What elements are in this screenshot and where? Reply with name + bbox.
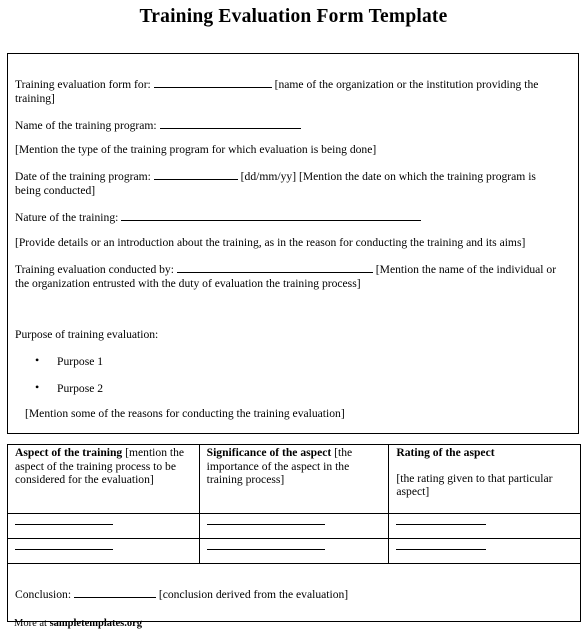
rating-blank[interactable] (396, 543, 486, 550)
program-label: Name of the training program: (15, 119, 157, 132)
purpose-label: Purpose of training evaluation: (15, 328, 159, 341)
page-title: Training Evaluation Form Template (139, 6, 448, 27)
date-format: [dd/mm/yy] (240, 170, 297, 183)
significance-blank[interactable] (207, 518, 325, 525)
footer-prefix: More at (14, 618, 47, 629)
nature-field (15, 210, 421, 225)
significance-head: Significance of the aspect (206, 446, 332, 459)
purpose-note: [Mention some of the reasons for conducting the training evaluation] (25, 407, 345, 420)
conducted-blank[interactable] (177, 262, 373, 273)
conclusion-note: [conclusion derived from the evaluation] (158, 587, 349, 601)
footer (14, 618, 142, 629)
rating-head: Rating of the aspect (396, 446, 495, 459)
date-label: Date of the training program: (15, 170, 151, 183)
date-note: [Mention the date on which the training program is being conducted] (15, 170, 536, 197)
conducted-field (15, 262, 560, 290)
rating-note: [the rating given to that particular aspect] (396, 471, 553, 498)
bullet-icon: • (35, 353, 40, 367)
header-rating (389, 445, 581, 514)
nature-blank[interactable] (121, 210, 421, 221)
table-row (8, 539, 581, 564)
conclusion-label: Conclusion: (15, 587, 72, 601)
evaluation-table (7, 444, 581, 622)
aspect-blank[interactable] (15, 543, 113, 550)
date-blank[interactable] (154, 169, 238, 180)
significance-note: [the importance of the aspect in the training process] (206, 446, 353, 486)
org-label: Training evaluation form for: (15, 78, 151, 91)
program-blank[interactable] (160, 118, 301, 129)
org-note: [name of the organization or the institution providing the training] (15, 78, 539, 105)
rating-blank[interactable] (396, 518, 486, 525)
table-row (8, 514, 581, 539)
header-significance (199, 445, 389, 514)
header-aspect (8, 445, 200, 514)
nature-note: [Provide details or an introduction about the training, as in the reason for conducting the training and its aims] (15, 236, 526, 249)
conducted-label: Training evaluation conducted by: (15, 263, 174, 276)
purpose-item-1: Purpose 1 (57, 355, 104, 368)
significance-blank[interactable] (207, 543, 325, 550)
org-field (15, 77, 560, 105)
date-field (15, 169, 560, 197)
nature-label: Nature of the training: (15, 211, 119, 224)
table-header-row (8, 445, 581, 514)
conducted-note: [Mention the name of the individual or the organization entrusted with the duty of evaluation the training process] (15, 263, 557, 290)
program-field (15, 118, 301, 133)
aspect-head: Aspect of the training (15, 446, 123, 459)
aspect-note: [mention the aspect of the training process to be considered for the evaluation] (15, 446, 185, 486)
purpose-item-2: Purpose 2 (57, 382, 104, 395)
conclusion-row (8, 564, 581, 622)
footer-link[interactable]: sampletemplates.org (49, 618, 143, 629)
bullet-icon: • (35, 380, 40, 394)
aspect-blank[interactable] (15, 518, 113, 525)
org-blank[interactable] (154, 77, 272, 88)
conclusion-blank[interactable] (74, 587, 156, 598)
program-note: [Mention the type of the training program for which evaluation is being done] (15, 143, 377, 156)
